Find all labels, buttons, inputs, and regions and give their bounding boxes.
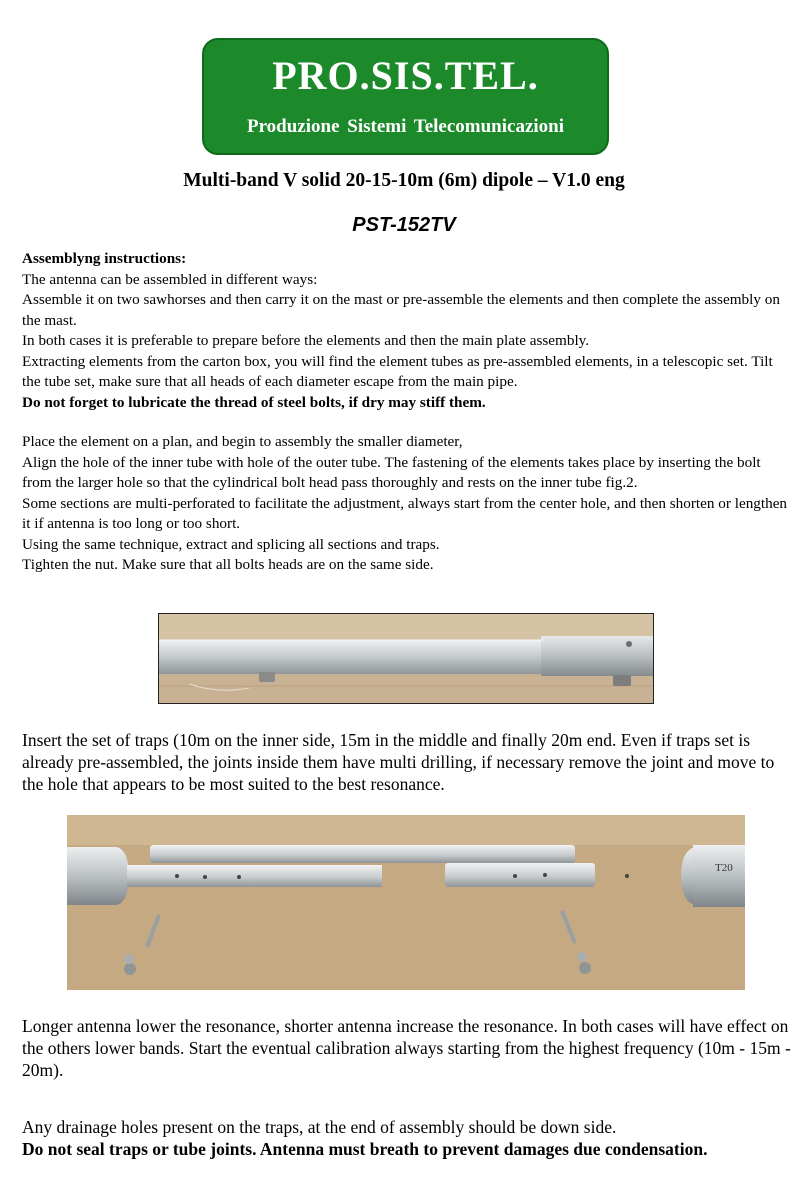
paragraph: Any drainage holes present on the traps, at the end of assembly should be down side. <box>22 1117 617 1137</box>
paragraph: Tighten the nut. Make sure that all bolts heads are on the same side. <box>22 556 434 573</box>
traps-assembly-photo <box>67 815 745 990</box>
paragraph: Align the hole of the inner tube with hole of the outer tube. The fastening of the elements takes place by inserting the bolt from the larger hole so that the cylindrical bolt head pass thoroughly and rests on the inner tube fig.2. <box>22 453 761 491</box>
assembly-steps <box>22 432 792 576</box>
logo-name: PRO.SIS.TEL. <box>272 53 539 98</box>
logo-subtitle: Produzione Sistemi Telecomunicazioni <box>246 116 565 137</box>
paragraph: Using the same technique, extract and splicing all sections and traps. <box>22 535 440 553</box>
lubricate-warning: Do not forget to lubricate the thread of steel bolts, if dry may stiff them. <box>22 393 486 411</box>
product-code: PST-152TV <box>352 214 456 236</box>
drainage-notes <box>22 1116 792 1160</box>
traps-instructions <box>22 729 792 795</box>
paragraph: In both cases it is preferable to prepare before the elements and then the main plate assembly. <box>22 332 590 349</box>
seal-warning: Do not seal traps or tube joints. Antenna must breath to prevent damages due condensation. <box>22 1139 708 1159</box>
tube-joint-photo <box>158 613 654 704</box>
paragraph: Insert the set of traps (10m on the inner side, 15m in the middle and finally 20m end. Even if traps set is already pre-assembled, the joints inside them have multi drilling, if necessary remove the joint and move to the hole that appears to be most suited to the best resonance. <box>22 730 775 794</box>
paragraph: Extracting elements from the carton box, you will find the element tubes as pre-assembled elements, in a telescopic set. Tilt the tube set, make sure that all heads of each diameter escape from the main pipe. <box>22 352 773 390</box>
paragraph: The antenna can be assembled in different ways: <box>22 270 318 288</box>
paragraph: Longer antenna lower the resonance, shorter antenna increase the resonance. In both cases will have effect on the others lower bands. Start the eventual calibration always starting from the highest frequency (10m - 15m - 20m). <box>22 1016 791 1080</box>
document-title: Multi-band V solid 20-15-10m (6m) dipole – V1.0 eng <box>183 170 625 191</box>
trap-label: T20 <box>715 862 733 874</box>
paragraph: Some sections are multi-perforated to facilitate the adjustment, always start from the center hole, and then shorten or lengthen it if antenna is too long or too short. <box>22 494 788 532</box>
paragraph: Assemble it on two sawhorses and then carry it on the mast or pre-assemble the elements and then complete the assembly on the mast. <box>22 291 780 329</box>
resonance-notes <box>22 1015 792 1081</box>
company-logo <box>202 38 609 155</box>
section-heading: Assemblyng instructions: <box>22 250 187 267</box>
assembly-instructions <box>22 249 792 413</box>
paragraph: Place the element on a plan, and begin to assembly the smaller diameter, <box>22 433 463 450</box>
